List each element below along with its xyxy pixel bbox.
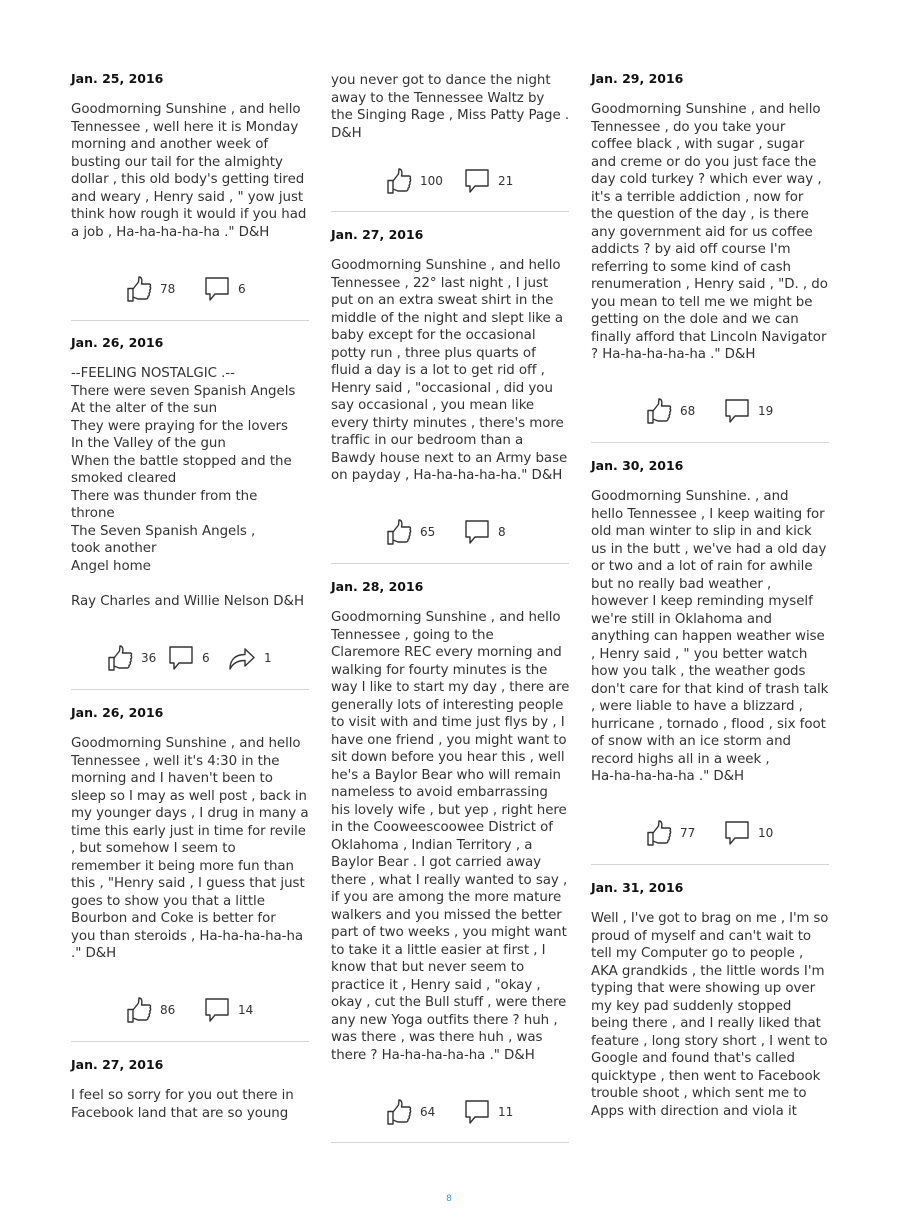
comment-icon bbox=[464, 519, 490, 545]
post-body: you never got to dance the night away to the Tennessee Waltz by the Singing Rage , Miss Patty Page . D&H bbox=[331, 73, 570, 141]
post-body: Goodmorning Sunshine , and hello Tennessee , well here it is Monday morning and another week of busting our tail for the almighty dollar , this old body's getting tired and weary , Henry said , " yow just think how rough it would if you had a job , Ha-ha-ha-ha-ha ." D&H bbox=[71, 102, 307, 240]
comment-count: 19 bbox=[758, 404, 774, 418]
post-stats bbox=[591, 818, 829, 848]
comment-count: 14 bbox=[238, 1003, 254, 1017]
comment-count: 21 bbox=[498, 174, 514, 188]
share-icon bbox=[228, 645, 256, 671]
like-stat[interactable] bbox=[646, 818, 695, 848]
post-body: Goodmorning Sunshine. , and hello Tennessee , I keep waiting for old man winter to slip in and kick us in the butt , we've had a old day or two and a lot of rain for awhile but no really bad weather , however I keep reminding myself we're still in Oklahoma and anything can happen weather wise , Henry said , " you better watch how you talk , the weather gods don't care for that kind of trash talk , were liable to have a blizzard , hurricane , tornado , flood , six foot of snow with an ice storm and record highs all in a week , Ha-ha-ha-ha-ha ." D&H bbox=[591, 489, 829, 784]
post-stats bbox=[71, 995, 309, 1025]
comment-stat[interactable] bbox=[204, 995, 253, 1025]
like-icon bbox=[107, 644, 133, 672]
like-stat[interactable] bbox=[646, 396, 695, 426]
post-stats bbox=[331, 517, 569, 547]
divider bbox=[331, 1142, 569, 1143]
comment-count: 11 bbox=[498, 1105, 514, 1119]
post-stats bbox=[331, 1097, 569, 1127]
comment-stat[interactable] bbox=[724, 818, 773, 848]
post-body: Goodmorning Sunshine , and hello Tennessee , well it's 4:30 in the morning and I haven't been to sleep so I may as well post , back in my younger days , I drug in many a time this early just in time for revile , but somehow I seem to remember it being more fun than this , "Henry said , I guess that just goes to show you that a little Bourbon and Coke is better for you than steroids , Ha-ha-ha-ha-ha ." D&H bbox=[71, 736, 309, 961]
divider bbox=[331, 563, 569, 564]
like-icon bbox=[646, 397, 672, 425]
post-date: Jan. 30, 2016 bbox=[591, 458, 684, 473]
like-stat[interactable] bbox=[126, 274, 175, 304]
comment-icon bbox=[724, 820, 750, 846]
divider bbox=[71, 689, 309, 690]
comment-stat[interactable] bbox=[464, 1097, 513, 1127]
like-count: 36 bbox=[141, 651, 157, 665]
comment-stat[interactable] bbox=[724, 396, 773, 426]
divider bbox=[591, 442, 829, 443]
share-count: 1 bbox=[264, 651, 272, 665]
post-date: Jan. 31, 2016 bbox=[591, 880, 684, 895]
comment-stat[interactable] bbox=[204, 274, 246, 304]
post-date: Jan. 28, 2016 bbox=[331, 579, 424, 594]
like-icon bbox=[646, 819, 672, 847]
post-date: Jan. 27, 2016 bbox=[71, 1057, 164, 1072]
comment-count: 10 bbox=[758, 826, 774, 840]
post-stats bbox=[71, 274, 309, 304]
post-stats bbox=[591, 396, 829, 426]
like-stat[interactable] bbox=[107, 643, 156, 673]
like-icon bbox=[386, 1098, 412, 1126]
like-count: 86 bbox=[160, 1003, 176, 1017]
comment-icon bbox=[464, 168, 490, 194]
comment-icon bbox=[204, 276, 230, 302]
post-body: Goodmorning Sunshine , and hello Tennessee , going to the Claremore REC every morning and walking for fourty minutes is the way I like to start my day , there are generally lots of interesting people to visit with and time just flys by , I have one friend , you might want to sit down before you hear this , well he's a Baylor Bear who will remain nameless to avoid embarrassing his lovely wife , but yep , right here in the Cooweescoowee District of Oklahoma , Indian Territory , a Baylor Bear . I got carried away there , what I really wanted to say , if you are among the more mature walkers and you missed the better part of two weeks , you might want to take it a little easier at first , I know that but never seem to practice it , Henry said , "okay , okay , cut the Bull stuff , were there any new Yoga outfits there ? huh , was there , was there huh , was there ? Ha-ha-ha-ha-ha ." D&H bbox=[331, 610, 570, 1063]
like-count: 100 bbox=[420, 174, 443, 188]
post-date: Jan. 25, 2016 bbox=[71, 71, 164, 86]
comment-icon bbox=[204, 997, 230, 1023]
comment-stat[interactable] bbox=[464, 517, 506, 547]
post-date: Jan. 26, 2016 bbox=[71, 705, 164, 720]
comment-count: 6 bbox=[238, 282, 246, 296]
like-stat[interactable] bbox=[386, 166, 443, 196]
post-stats bbox=[331, 166, 569, 196]
comment-count: 8 bbox=[498, 525, 506, 539]
like-count: 78 bbox=[160, 282, 176, 296]
like-icon bbox=[386, 518, 412, 546]
comment-stat[interactable] bbox=[168, 643, 210, 673]
like-count: 65 bbox=[420, 525, 436, 539]
like-count: 77 bbox=[680, 826, 696, 840]
post-body: Well , I've got to brag on me , I'm so proud of myself and can't wait to tell my Computer go to people , AKA grandkids , the little words I'm typing that were showing up over my key pad suddenly stopped being there , and I really liked that feature , long story short , I went to Google and found that's called quicktype , then went to Facebook trouble shoot , which sent me to Apps with direction and viola it bbox=[591, 911, 829, 1119]
comment-stat[interactable] bbox=[464, 166, 513, 196]
like-stat[interactable] bbox=[386, 517, 435, 547]
post-date: Jan. 27, 2016 bbox=[331, 227, 424, 242]
divider bbox=[71, 1041, 309, 1042]
share-stat[interactable] bbox=[228, 643, 272, 673]
post-body: --FEELING NOSTALGIC .-- There were seven Spanish Angels At the alter of the sun They were praying for the lovers In the Valley of the gun When the battle stopped and the smoked cleared There was thunder from the throne The Seven Spanish Angels , took another Angel home Ray Charles and Willie Nelson D&H bbox=[71, 366, 304, 609]
page-number: 8 bbox=[446, 1194, 452, 1204]
comment-icon bbox=[168, 645, 194, 671]
like-count: 64 bbox=[420, 1105, 436, 1119]
post-body: Goodmorning Sunshine , and hello Tennessee , do you take your coffee black , with sugar , sugar and creme or do you just face the day cold turkey ? which ever way , it's a terrible addiction , now for the question of the day , is there any government aid for us coffee addicts ? by aid off course I'm referring to some kind of cash renumeration , Henry said , "D. , do you mean to tell me we might be getting on the dole and we can finally afford that Lincoln Navigator ? Ha-ha-ha-ha-ha ." D&H bbox=[591, 102, 828, 362]
like-icon bbox=[386, 167, 412, 195]
post-date: Jan. 29, 2016 bbox=[591, 71, 684, 86]
post-date: Jan. 26, 2016 bbox=[71, 335, 164, 350]
like-stat[interactable] bbox=[126, 995, 175, 1025]
divider bbox=[331, 211, 569, 212]
comment-icon bbox=[724, 398, 750, 424]
like-icon bbox=[126, 275, 152, 303]
like-icon bbox=[126, 996, 152, 1024]
like-count: 68 bbox=[680, 404, 696, 418]
like-stat[interactable] bbox=[386, 1097, 435, 1127]
comment-icon bbox=[464, 1099, 490, 1125]
post-body: Goodmorning Sunshine , and hello Tennessee , 22° last night , I just put on an extra sweat shirt in the middle of the night and slept like a baby except for the occasional potty run , three plus quarts of fluid a day is a lot to get rid off , Henry said , "occasional , did you say occasional , you mean like every thirty minutes , there's more traffic in our bedroom than a Bawdy house next to an Army base on payday , Ha-ha-ha-ha-ha." D&H bbox=[331, 258, 568, 483]
post-body: I feel so sorry for you out there in Facebook land that are so young bbox=[71, 1088, 294, 1121]
post-stats bbox=[71, 643, 309, 673]
comment-count: 6 bbox=[202, 651, 210, 665]
divider bbox=[591, 864, 829, 865]
divider bbox=[71, 320, 309, 321]
